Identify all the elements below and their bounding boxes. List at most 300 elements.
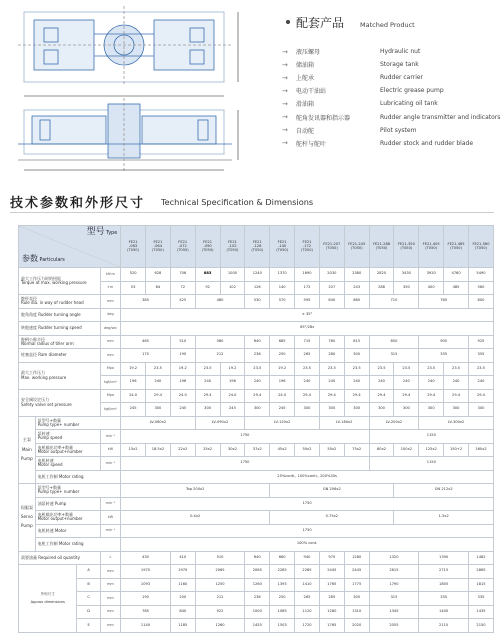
- table-row: [19, 389, 494, 403]
- value-cell: 250: [270, 349, 295, 363]
- value-cell: 2150: [468, 619, 493, 633]
- value-cell: 1280: [319, 605, 344, 619]
- dims-label: 外形尺寸 Approx dimensions: [19, 565, 77, 633]
- arrow-right-icon: →: [282, 126, 288, 135]
- value-cell: 190: [121, 592, 171, 606]
- value-cell: 236: [245, 349, 270, 363]
- value-cell: 400: [419, 281, 444, 295]
- value-cell: 760: [419, 295, 469, 309]
- value-cell: 2030: [319, 268, 344, 282]
- model-header: FE21-207 (T050): [319, 226, 344, 268]
- model-header: FE21 -064 (T050): [146, 226, 171, 268]
- value-cell: 236: [245, 592, 270, 606]
- value-cell: 2285: [295, 565, 320, 579]
- value-cell: 23.5: [419, 362, 444, 376]
- ram-dia-label: 柱塞直径 Ram diameter: [19, 349, 101, 363]
- value-cell: 480: [195, 295, 245, 309]
- model-header: FE21-485 (T050): [444, 226, 469, 268]
- value-cell: 640: [319, 295, 344, 309]
- value-cell: 1750: [121, 457, 369, 471]
- value-cell: 1805: [419, 578, 469, 592]
- arrow-right-icon: →: [282, 60, 288, 69]
- value-cell: 19.2: [170, 362, 195, 376]
- matched-item: [282, 84, 504, 97]
- value-cell: LV-060x2: [121, 416, 196, 430]
- value-cell: 245: [220, 403, 245, 417]
- value-cell: 335: [468, 592, 493, 606]
- value-cell: 240: [369, 376, 394, 390]
- value-cell: 1185: [170, 619, 195, 633]
- value-cell: 72: [170, 281, 195, 295]
- dims-key: E: [77, 619, 100, 633]
- table-row: [19, 416, 494, 430]
- value-cell: 595: [295, 295, 320, 309]
- value-cell: 315: [369, 592, 419, 606]
- matched-item-cn: 舵杆与舵叶: [296, 140, 327, 148]
- value-cell: 80x2: [369, 443, 394, 457]
- value-cell: 29.4: [319, 389, 344, 403]
- unit-cell: mm: [100, 619, 120, 633]
- value-cell: 940: [295, 551, 320, 565]
- value-cell: 300: [369, 403, 394, 417]
- matched-item: [282, 97, 504, 110]
- table-row: [19, 592, 494, 606]
- value-cell: 706: [170, 268, 195, 282]
- arrow-right-icon: →: [282, 86, 288, 95]
- table-row: [19, 268, 494, 282]
- value-cell: 55x2: [319, 443, 344, 457]
- table-row: [19, 551, 494, 565]
- value-cell: 75x2: [344, 443, 369, 457]
- main-pump-rpm-label: 泵转速 Pump speed: [35, 430, 100, 444]
- arrow-right-icon: →: [282, 73, 288, 82]
- value-cell: 685: [270, 335, 295, 349]
- value-cell: 2445: [344, 565, 369, 579]
- value-cell: 1435: [468, 605, 493, 619]
- value-cell: 1140: [121, 619, 171, 633]
- section-title-en: Technical Specification & Dimensions: [161, 196, 314, 207]
- value-cell: 18.5x2: [146, 443, 171, 457]
- matched-item: [282, 45, 504, 58]
- value-cell: 385: [121, 295, 171, 309]
- value-cell: 196: [121, 376, 146, 390]
- value-cell: 1320: [369, 551, 419, 565]
- value-cell: 200: [170, 592, 195, 606]
- table-row: [19, 443, 494, 457]
- value-cell: 245: [121, 403, 146, 417]
- torque-label: 最大工作压力时的扭矩 Torque at max. working pressure: [19, 268, 101, 295]
- value-cell: 1503: [270, 619, 295, 633]
- value-cell: 250: [270, 592, 295, 606]
- value-cell: 1815: [468, 578, 493, 592]
- matched-item-cn: 电动干油站: [296, 88, 327, 96]
- value-cell: LV-120x2: [245, 416, 320, 430]
- value-cell: 628: [146, 268, 171, 282]
- value-cell: 300: [344, 403, 369, 417]
- matched-list: [282, 45, 504, 150]
- table-row: [19, 308, 494, 322]
- value-cell: 240: [146, 376, 171, 390]
- value-cell: 19.2: [270, 362, 295, 376]
- unit-cell: Mpa: [100, 362, 120, 376]
- value-cell: 2055: [369, 619, 419, 633]
- value-cell: 840: [170, 605, 195, 619]
- value-cell: 510: [195, 551, 245, 565]
- value-cell: 883: [195, 268, 220, 282]
- value-cell: 29.4: [146, 389, 171, 403]
- value-cell: 190: [170, 349, 195, 363]
- value-cell: 53: [121, 281, 146, 295]
- value-cell: 570: [270, 295, 295, 309]
- spec-table: [18, 225, 494, 633]
- main-motor-speed-label: 电机转速 Motor speed: [35, 457, 100, 471]
- model-header: FE21 -140 (T050): [270, 226, 295, 268]
- value-cell: 1775: [344, 578, 369, 592]
- model-header: FE21 -172 (T050): [295, 226, 320, 268]
- value-cell: 23.5: [295, 362, 320, 376]
- value-cell: 1260: [195, 619, 245, 633]
- servo-pump-group: 伺服泵 Servo Pump: [19, 484, 36, 552]
- value-cell: 212: [195, 592, 245, 606]
- table-row: [19, 295, 494, 309]
- value-cell: 350: [394, 281, 419, 295]
- value-cell: 1280: [344, 551, 369, 565]
- unit-cell: t·m: [100, 281, 120, 295]
- matched-item-en: Electric grease pump: [380, 87, 444, 95]
- bullet-icon: [286, 20, 290, 24]
- matched-title-en: Matched Product: [360, 21, 415, 29]
- matched-item-cn: 上舵承: [296, 75, 315, 83]
- main-motor-rating-label: 电机工作制 Motor rating: [35, 470, 121, 484]
- model-header: FE21-560 (T050): [468, 226, 493, 268]
- matched-item: [282, 71, 504, 84]
- dims-key: B: [77, 578, 100, 592]
- dims-key: C: [77, 592, 100, 606]
- value-cell: 4760: [444, 268, 469, 282]
- table-row: [19, 457, 494, 471]
- value-cell: 265: [295, 349, 320, 363]
- unit-cell: mm: [100, 295, 120, 309]
- value-cell: 2110: [419, 619, 469, 633]
- value-cell: 710: [369, 295, 419, 309]
- unit-cell: mm: [100, 592, 120, 606]
- matched-item-cn: 舵角发讯器和指示器: [296, 114, 351, 122]
- value-cell: 23.5: [369, 362, 394, 376]
- value-cell: 560: [468, 281, 493, 295]
- dims-key: A: [77, 565, 100, 579]
- value-cell: 288: [369, 281, 394, 295]
- value-cell: 22x2: [170, 443, 195, 457]
- value-cell: LV-180x2: [319, 416, 369, 430]
- value-cell: 580: [195, 335, 245, 349]
- value-cell: 126: [245, 281, 270, 295]
- section-title-cn: 技术参数和外形尺寸: [10, 196, 146, 211]
- value-cell: 23.5: [146, 362, 171, 376]
- model-header: FE21 -126 (T050): [245, 226, 270, 268]
- safety-valve-label: 安全阀设定压力 Safety valve set pressure: [19, 389, 101, 416]
- value-cell: 300: [444, 403, 469, 417]
- servo-motor-label: 电机转速 Motor: [35, 524, 100, 538]
- value-cell: 815: [344, 335, 369, 349]
- value-cell: 25%conti., 100%conti., 200%30s: [121, 470, 494, 484]
- value-cell: 335: [419, 592, 469, 606]
- value-cell: 29.4: [344, 389, 369, 403]
- value-cell: 25x2: [195, 443, 220, 457]
- table-row: [19, 335, 494, 349]
- value-cell: 300: [344, 592, 369, 606]
- matched-item: [282, 58, 504, 71]
- value-cell: 1393: [270, 578, 295, 592]
- value-cell: 300: [245, 403, 270, 417]
- arrow-right-icon: →: [282, 47, 288, 56]
- table-row: [19, 565, 494, 579]
- value-cell: 240: [245, 376, 270, 390]
- value-cell: 160x2: [468, 443, 493, 457]
- value-cell: 1970: [170, 565, 195, 579]
- servo-pump-rpm-label: 油泵转速 Pump: [35, 497, 100, 511]
- value-cell: 785: [121, 605, 171, 619]
- value-cell: 2865: [468, 565, 493, 579]
- table-row: [19, 484, 494, 498]
- matched-item-en: Lubricating oil tank: [380, 100, 438, 108]
- value-cell: 196: [270, 376, 295, 390]
- value-cell: 1085: [270, 605, 295, 619]
- table-corner-header: 型号 Type 参数 Particulars: [19, 226, 121, 268]
- value-cell: LV-090x2: [195, 416, 245, 430]
- unit-cell: mm: [100, 335, 120, 349]
- matched-item: [282, 124, 504, 137]
- unit-cell: mm: [100, 565, 120, 579]
- value-cell: 1150: [369, 430, 493, 444]
- section-banner: [10, 192, 313, 211]
- unit-cell: Mpa: [100, 389, 120, 403]
- value-cell: 1390: [419, 551, 469, 565]
- value-cell: 0.75x2: [270, 511, 394, 525]
- value-cell: 245: [170, 403, 195, 417]
- main-pump-power-label: 电机输出功率+数量 Motor output+number: [35, 443, 100, 457]
- value-cell: 29.4: [369, 389, 394, 403]
- value-cell: 245: [270, 403, 295, 417]
- value-cell: 1150: [369, 457, 493, 471]
- model-header: FE21-350 (T050): [394, 226, 419, 268]
- model-header: FE21 -102 (T050): [220, 226, 245, 268]
- value-cell: 640: [245, 551, 270, 565]
- table-row: [19, 578, 494, 592]
- value-cell: 970: [319, 551, 344, 565]
- matched-header: [282, 12, 504, 31]
- value-cell: 1160: [170, 578, 195, 592]
- value-cell: 240: [319, 376, 344, 390]
- value-cell: 510: [170, 335, 195, 349]
- value-cell: 2285: [270, 565, 295, 579]
- value-cell: 2820: [369, 268, 394, 282]
- unit-cell: kgf/cm²: [100, 376, 120, 390]
- value-cell: 2065: [195, 565, 245, 579]
- value-cell: 3430: [394, 268, 419, 282]
- value-cell: 29.4: [245, 389, 270, 403]
- unit-cell: min⁻¹: [100, 430, 120, 444]
- value-cell: 243: [344, 281, 369, 295]
- value-cell: 410: [170, 551, 195, 565]
- unit-cell: min⁻¹: [100, 457, 120, 471]
- unit-cell: min⁻¹: [100, 497, 120, 511]
- value-cell: 65°/28s: [121, 322, 494, 336]
- table-row: [19, 362, 494, 376]
- value-cell: 485: [444, 281, 469, 295]
- value-cell: 23.5: [319, 362, 344, 376]
- value-cell: 1370: [270, 268, 295, 282]
- value-cell: 2615: [369, 565, 419, 579]
- rudder-angle-label: 舵角角度 Rudder turning angle: [19, 308, 101, 322]
- main-pump-type-label: 泵型号+数量 Pump type+ number: [35, 416, 121, 430]
- matched-item-en: Storage tank: [380, 61, 419, 69]
- value-cell: 2445: [319, 565, 344, 579]
- value-cell: 1093: [121, 578, 171, 592]
- value-cell: 1750: [121, 524, 494, 538]
- value-cell: GN 212x2: [394, 484, 494, 498]
- value-cell: ± 35°: [121, 308, 494, 322]
- value-cell: 1240: [245, 268, 270, 282]
- unit-cell: L: [100, 551, 120, 565]
- value-cell: 19.2: [121, 362, 146, 376]
- value-cell: 530: [245, 295, 270, 309]
- value-cell: 23.5: [444, 362, 469, 376]
- value-cell: 315: [369, 349, 419, 363]
- value-cell: 240: [468, 376, 493, 390]
- matched-item: [282, 137, 504, 150]
- value-cell: 240: [344, 376, 369, 390]
- value-cell: LV-300x2: [419, 416, 494, 430]
- value-cell: 1120: [295, 605, 320, 619]
- main-pump-group: 主泵 Main Pump: [19, 416, 36, 484]
- value-cell: 430: [121, 551, 171, 565]
- model-header: FE21 -072 (T050): [170, 226, 195, 268]
- arrow-right-icon: →: [282, 99, 288, 108]
- value-cell: 45x2: [270, 443, 295, 457]
- value-cell: 2380: [344, 268, 369, 282]
- value-cell: 100x2: [394, 443, 419, 457]
- value-cell: 660: [270, 551, 295, 565]
- value-cell: 1690: [295, 268, 320, 282]
- unit-cell: kW: [100, 443, 120, 457]
- value-cell: 1345: [369, 605, 419, 619]
- table-row: [19, 349, 494, 363]
- value-cell: 3920: [419, 268, 444, 282]
- value-cell: 300: [146, 403, 171, 417]
- value-cell: 355: [468, 349, 493, 363]
- section-divider: [10, 212, 494, 213]
- matched-item-en: Rudder angle transmitter and indicators: [380, 113, 501, 121]
- value-cell: 1765: [319, 578, 344, 592]
- value-cell: 240: [195, 376, 220, 390]
- value-cell: 2020: [344, 619, 369, 633]
- value-cell: 240: [295, 376, 320, 390]
- value-cell: 170: [121, 349, 171, 363]
- oil-qty-label: 需要油量 Required oil quantity: [19, 551, 101, 565]
- value-cell: 1250: [195, 578, 245, 592]
- value-cell: 24.0: [270, 389, 295, 403]
- value-cell: 172: [295, 281, 320, 295]
- model-header: FE21 -063 (T050): [121, 226, 146, 268]
- value-cell: 29.4: [444, 389, 469, 403]
- matched-products: [282, 12, 504, 150]
- table-row: [19, 619, 494, 633]
- value-cell: 280: [319, 349, 344, 363]
- unit-cell: mm: [100, 349, 120, 363]
- value-cell: 680: [344, 295, 369, 309]
- value-cell: 0.4x2: [121, 511, 270, 525]
- value-cell: 29.4: [195, 389, 220, 403]
- model-header: FE21-288 (T050): [369, 226, 394, 268]
- value-cell: 29.4: [295, 389, 320, 403]
- value-cell: 905: [419, 335, 469, 349]
- servo-rating-label: 电机工作制 Motor rating: [35, 538, 121, 552]
- matched-title-cn: 配套产品: [296, 16, 345, 30]
- value-cell: 29.4: [394, 389, 419, 403]
- matched-item-cn: 滑油箱: [296, 101, 315, 109]
- matched-item-en: Pilot system: [380, 126, 417, 134]
- value-cell: 29.4: [419, 389, 444, 403]
- value-cell: 300: [419, 403, 444, 417]
- value-cell: 1970: [121, 565, 171, 579]
- value-cell: 23.5: [344, 362, 369, 376]
- table-row: [19, 430, 494, 444]
- value-cell: 300: [319, 403, 344, 417]
- value-cell: 240: [444, 376, 469, 390]
- value-cell: 207: [319, 281, 344, 295]
- value-cell: 24.0: [170, 389, 195, 403]
- value-cell: 64: [146, 281, 171, 295]
- unit-cell: deg/sec: [100, 322, 120, 336]
- table-row: [19, 605, 494, 619]
- table-row: [19, 538, 494, 552]
- value-cell: 300: [295, 403, 320, 417]
- value-cell: 19.2: [220, 362, 245, 376]
- value-cell: 1765: [319, 619, 344, 633]
- matched-item: [282, 110, 504, 123]
- servo-pump-type-label: 泵型号+数量 Pump type+ number: [35, 484, 121, 498]
- value-cell: 24.0: [121, 389, 146, 403]
- value-cell: 335: [419, 349, 469, 363]
- value-cell: 285: [319, 592, 344, 606]
- matched-item-en: Rudder carrier: [380, 74, 424, 82]
- value-cell: 1000: [245, 605, 270, 619]
- dims-key: D: [77, 605, 100, 619]
- max-pressure-label: 最大工作压力 Max. working pressure: [19, 362, 101, 389]
- value-cell: 1455: [245, 619, 270, 633]
- table-row: [19, 226, 494, 268]
- value-cell: 24.0: [220, 389, 245, 403]
- value-cell: 850: [369, 335, 419, 349]
- value-cell: 1.5x2: [394, 511, 494, 525]
- table-row: [19, 322, 494, 336]
- value-cell: 1750: [121, 497, 494, 511]
- value-cell: 23.5: [195, 362, 220, 376]
- value-cell: 760: [319, 335, 344, 349]
- value-cell: 1310: [344, 605, 369, 619]
- value-cell: 2065: [245, 565, 270, 579]
- matched-item-en: Hydraulic nut: [380, 48, 421, 56]
- value-cell: 1410: [295, 578, 320, 592]
- value-cell: 1000: [220, 268, 245, 282]
- value-cell: 1790: [369, 578, 419, 592]
- table-row: [19, 497, 494, 511]
- value-cell: 140: [270, 281, 295, 295]
- value-cell: 640: [245, 335, 270, 349]
- rudder-speed-label: 转舵速度 Rudder turning speed: [19, 322, 101, 336]
- value-cell: 125x2: [419, 443, 444, 457]
- unit-cell: deg: [100, 308, 120, 322]
